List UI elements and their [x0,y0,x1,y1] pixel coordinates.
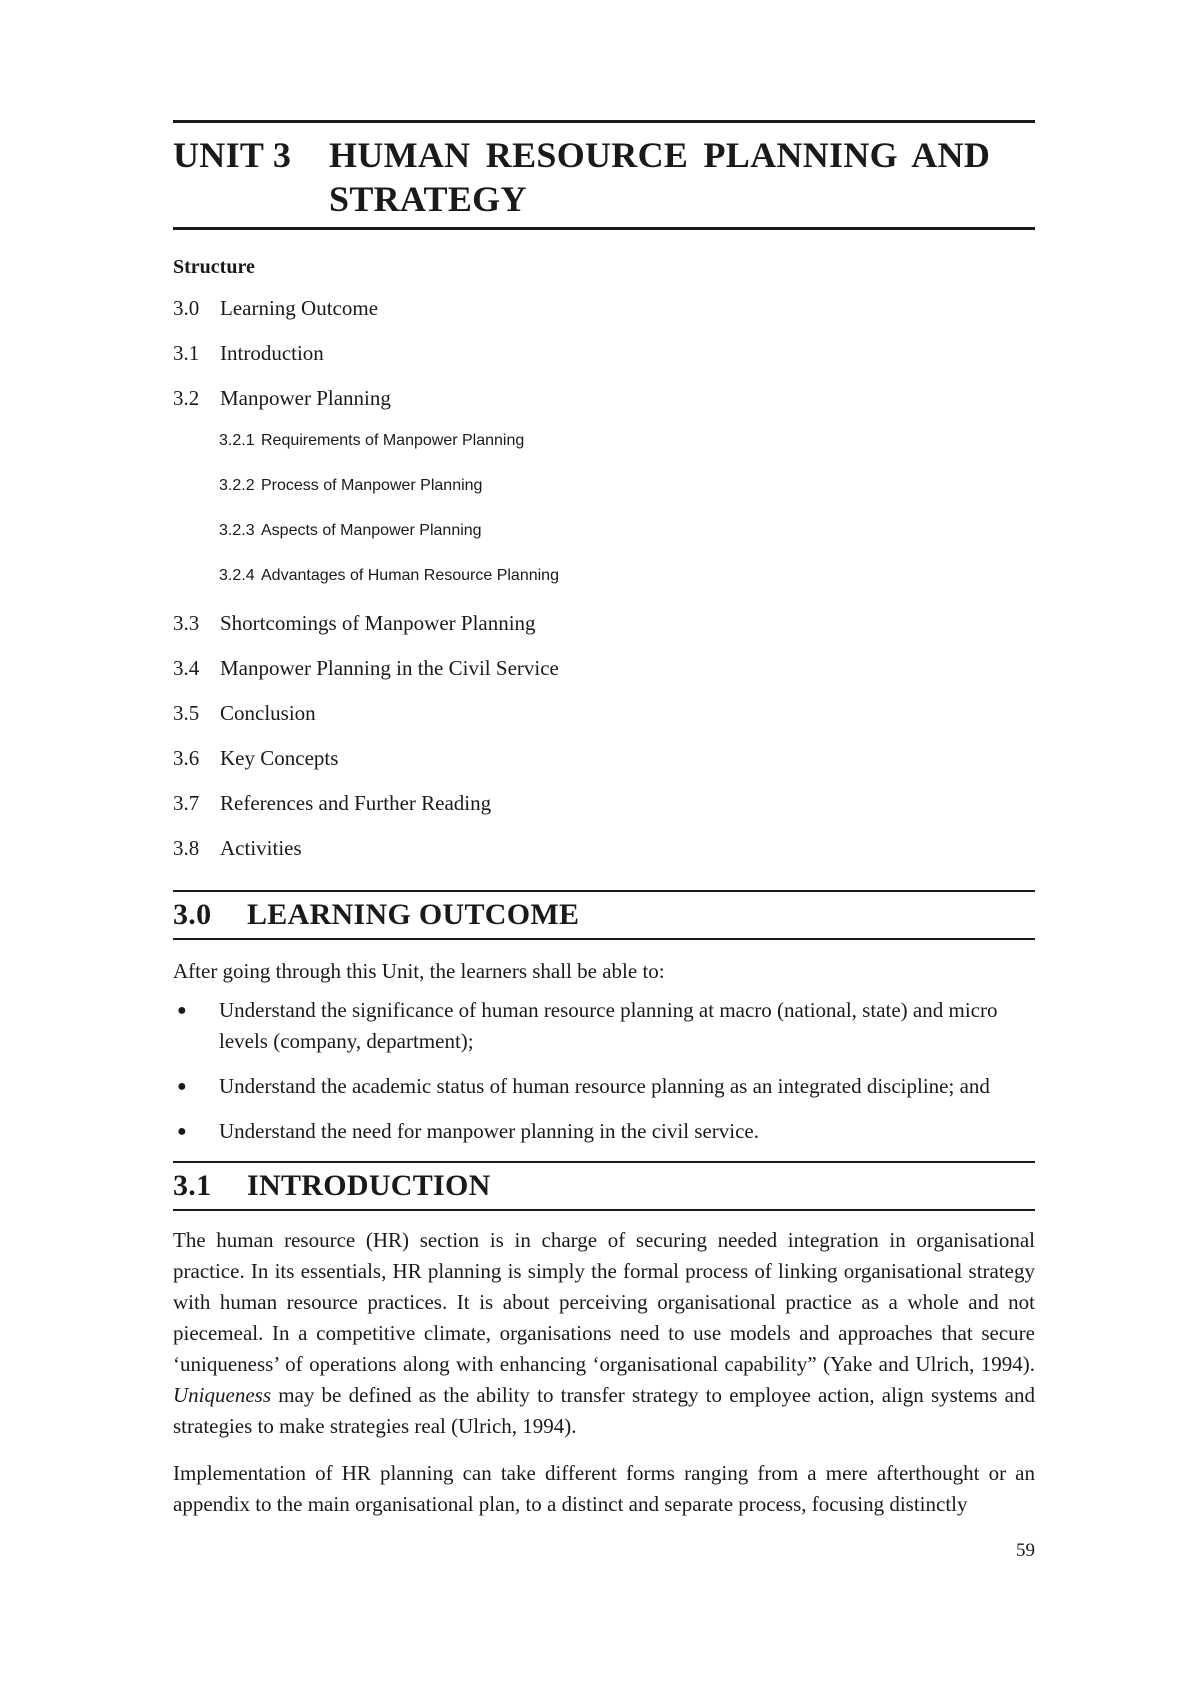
toc-number: 3.8 [173,836,200,860]
toc-item [173,788,1035,833]
learning-outcome-list [173,995,1035,1147]
toc-label: Learning Outcome [220,296,379,320]
structure-list [173,293,1035,878]
toc-label: References and Further Reading [220,791,492,815]
toc-label: Shortcomings of Manpower Planning [220,611,536,635]
toc-label: Manpower Planning in the Civil Service [220,656,559,680]
unit-label: UNIT 3 [173,135,292,175]
page-content [173,120,1035,1520]
toc-number: 3.3 [173,611,200,635]
toc-number: 3.0 [173,296,200,320]
toc-item [173,383,1035,428]
paragraph-text: may be defined as the ability to transfer strategy to employee action, align systems and strategies to make strategies real (Ulrich, 1994). [173,1383,1035,1438]
toc-number: 3.2.4 [219,567,255,584]
bullet-icon: ● [177,1078,187,1095]
section-title: LEARNING OUTCOME [247,898,580,931]
toc-item [173,833,1035,878]
toc-subitem [173,473,1035,518]
toc-label: Requirements of Manpower Planning [261,432,525,449]
toc-label: Aspects of Manpower Planning [261,522,482,539]
bullet-icon: ● [177,1123,187,1140]
toc-number: 3.6 [173,746,200,770]
toc-number: 3.2.1 [219,432,255,449]
toc-item [173,293,1035,338]
toc-number: 3.7 [173,791,200,815]
unit-title-text: HUMAN RESOURCE PLANNING AND STRATEGY [329,135,991,219]
toc-item [173,653,1035,698]
toc-item [173,608,1035,653]
toc-number: 3.2.2 [219,477,255,494]
toc-number: 3.5 [173,701,200,725]
toc-item [173,743,1035,788]
toc-item [173,698,1035,743]
introduction-paragraph-2: Implementation of HR planning can take different forms ranging from a mere afterthought or an appendix to the main organisational plan, to a distinct and separate process, focusing distinctly [173,1461,1035,1516]
list-item [173,1071,1035,1102]
structure-heading: Structure [173,256,255,278]
unit-bottom-rule [173,227,1035,230]
section-title: INTRODUCTION [247,1169,491,1202]
toc-label: Activities [220,836,302,860]
section-number: 3.0 [173,898,212,931]
toc-subitem [173,518,1035,563]
toc-subitem [173,428,1035,473]
toc-number: 3.4 [173,656,200,680]
section-heading-learning-outcome [173,890,1035,940]
toc-number: 3.2 [173,386,200,410]
paragraph-text: The human resource (HR) section is in charge of securing needed integration in organisational practice. In its essentials, HR planning is simply the formal process of linking organisational strategy with human resource practices. It is about perceiving organisational practice as a whole and not piecemeal. In a competitive climate, organisations need to use models and approaches that secure ‘uniqueness’ of operations along with enhancing ‘organisational capability” (Yake and Ulrich, 1994). [173,1228,1035,1376]
list-item-text: Understand the significance of human resource planning at macro (national, state) and micro levels (company, department); [219,998,998,1053]
section-number: 3.1 [173,1169,212,1202]
introduction-paragraph-1 [173,1225,1035,1442]
toc-label: Process of Manpower Planning [261,477,483,494]
list-item-text: Understand the academic status of human resource planning as an integrated discipline; and [219,1074,990,1098]
page-number: 59 [1016,1540,1035,1561]
learning-outcome-intro: After going through this Unit, the learners shall be able to: [173,959,665,983]
list-item [173,1116,1035,1147]
toc-label: Introduction [220,341,324,365]
bullet-icon: ● [177,1002,187,1019]
toc-item [173,338,1035,383]
toc-label: Conclusion [220,701,316,725]
unit-title [173,123,1035,227]
toc-number: 3.2.3 [219,522,255,539]
emphasis-term: Uniqueness [173,1383,271,1407]
toc-label: Advantages of Human Resource Planning [261,567,559,584]
toc-label: Key Concepts [220,746,339,770]
list-item-text: Understand the need for manpower planning in the civil service. [219,1119,759,1143]
toc-label: Manpower Planning [220,386,391,410]
list-item [173,995,1035,1057]
section-heading-introduction [173,1161,1035,1211]
toc-number: 3.1 [173,341,200,365]
toc-subitem [173,563,1035,608]
